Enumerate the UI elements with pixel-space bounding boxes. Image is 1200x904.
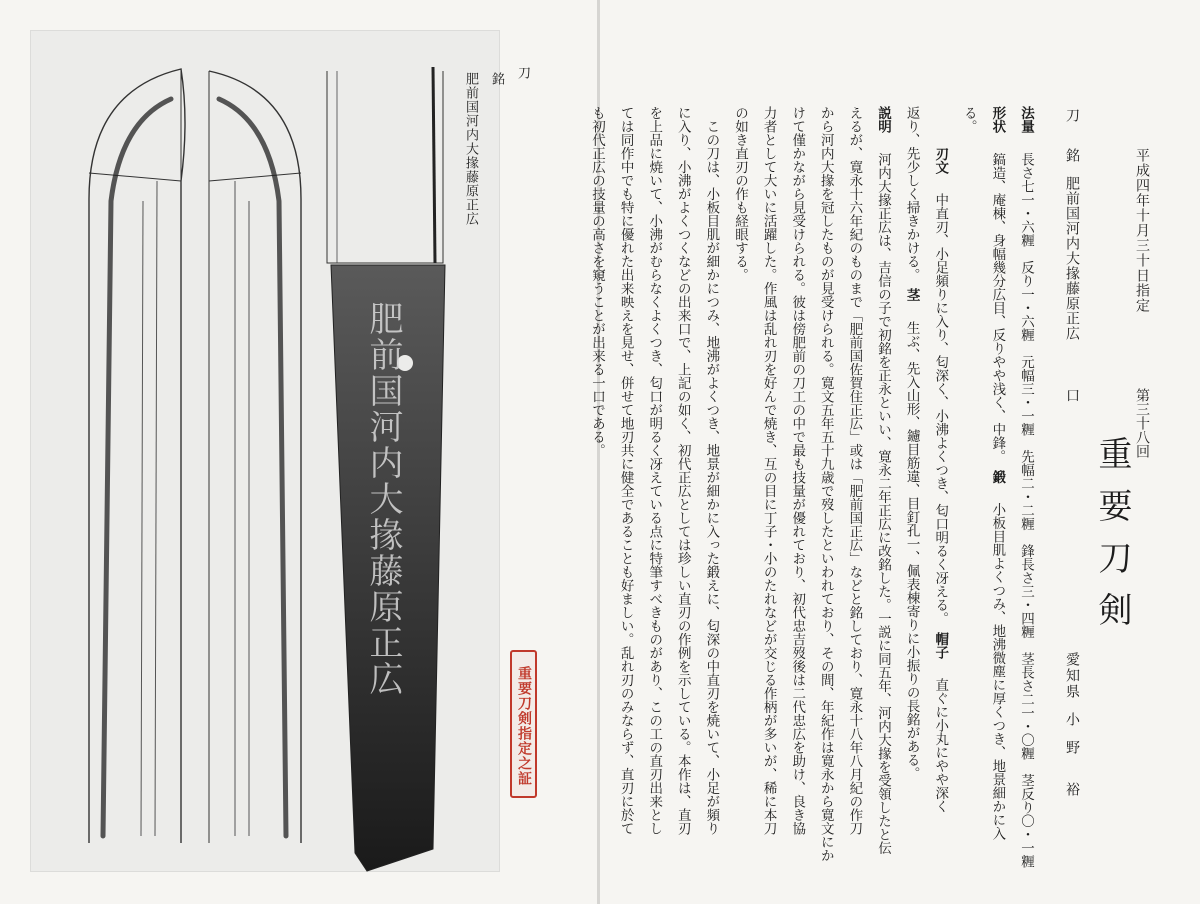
section-text: 返り、先少しく掃きかける。 bbox=[903, 106, 920, 275]
section-text: を上品に焼いて、小沸がむらなくよくつき、匂口が明るく冴えている点に特筆すべきものがあり、この工の直刃出来とし bbox=[646, 106, 663, 835]
text-column bbox=[902, 106, 922, 787]
section-text: 生ぶ、先入山形、鑢目筋違、目釘孔一、佩表棟寄りに小振りの長銘がある。 bbox=[903, 321, 920, 774]
page-heading: 重要刀剣 bbox=[1092, 436, 1132, 644]
section-text bbox=[932, 106, 948, 133]
section-text: 鎬造、庵棟、身幅幾分広目、反りやや浅く、中鋒。 bbox=[989, 152, 1006, 457]
mei-inscription: 肥前国河内大掾藤原正広 bbox=[1064, 176, 1080, 341]
owner-name: 小 野 裕 bbox=[1064, 712, 1080, 796]
text-column bbox=[844, 106, 864, 849]
oshigata-photo bbox=[30, 30, 500, 872]
section-text: けて僅かながら見受けられる。彼は傍肥前の刀工の中で最も技量が優れており、初代忠吉歿後は二代忠広を助け、良き協 bbox=[789, 106, 806, 835]
left-page bbox=[0, 0, 598, 904]
section-label: 帽子 bbox=[932, 631, 949, 659]
text-column bbox=[673, 106, 693, 849]
text-column bbox=[873, 106, 893, 868]
sword-type: 刀 bbox=[1064, 108, 1080, 122]
section-text: ては同作中でも特に優れた出来映えを見せ、併せて地刃共に健全であることも好ましい。乱れ刃のみならず、直刃に於て bbox=[617, 106, 634, 835]
sword-oshigata-drawing bbox=[31, 31, 499, 871]
section-label: 説明 bbox=[875, 106, 891, 133]
session-number: 第三十八回 bbox=[1134, 388, 1150, 458]
section-text: 力者として大いに活躍した。作風は乱れ刃を好んで焼き、互の目に丁子・小のたれなどが交じる作柄が多いが、稀に本刀 bbox=[760, 106, 777, 835]
designation-date: 平成四年十月三十日指定 bbox=[1134, 148, 1150, 313]
count-unit: 口 bbox=[1064, 388, 1080, 402]
text-column bbox=[644, 106, 664, 849]
section-text: 直ぐに小丸にやや深く bbox=[932, 678, 949, 814]
section-text: えるが、寛永十六年紀のものまで「肥前国佐賀住正広」或は「肥前国正広」などと銘しており、寛永十八年八月紀の作刀 bbox=[846, 106, 863, 835]
section-label: 法量 bbox=[1018, 106, 1034, 133]
mei-label: 銘 bbox=[1064, 148, 1080, 162]
text-column bbox=[701, 106, 721, 849]
text-column bbox=[730, 106, 750, 288]
section-text: も初代正広の技量の高さを窺うことが出来る一口である。 bbox=[589, 106, 605, 451]
section-text: 長さ七一・六糎 反り一・六糎 元幅三・一糎 先幅二・二糎 鋒長さ三・四糎 茎長さ二一・〇糎 茎反り〇・一糎 bbox=[1018, 152, 1034, 868]
blade-inscription: 肥前国河内大掾藤原正広 bbox=[363, 301, 403, 697]
section-label: 形状 bbox=[989, 106, 1006, 133]
text-column bbox=[616, 106, 636, 849]
section-text: る。 bbox=[960, 106, 977, 127]
red-seal-stamp: 重要刀剣指定之証 bbox=[510, 650, 537, 798]
section-text: から河内大掾を冠したものが見受けられる。寛文五年五十九歳で歿したといわれており、その間、年紀作は寛永から寛文にか bbox=[817, 106, 834, 862]
text-column bbox=[1016, 106, 1036, 882]
section-label: 茎 bbox=[903, 288, 920, 302]
prefecture: 愛知県 bbox=[1064, 652, 1080, 700]
section-text: この刀は、小板目肌が細かにつみ、地沸がよくつき、地景が細かに入った鍛えに、匂深の中直刃を焼いて、小足が頻り bbox=[703, 106, 720, 835]
section-text: の如き直刃の作も経眼する。 bbox=[732, 106, 748, 275]
caption-mei: 肥前国河内大掾藤原正広 bbox=[463, 72, 478, 226]
oshigata-caption bbox=[463, 66, 535, 226]
text-column bbox=[959, 106, 979, 140]
text-column bbox=[759, 106, 779, 849]
section-label: 刃文 bbox=[932, 146, 949, 174]
text-column bbox=[787, 106, 807, 849]
section-text: 河内大掾正広は、吉信の子で初銘を正永といい、寛永二年正広に改銘した。一説に同五年、河内大掾を受領したと伝 bbox=[875, 152, 891, 855]
section-text: に入り、小沸がよくつくなどの出来口で、上記の如く、初代正広としては珍しい直刃の作例を示している。本作は、直刃 bbox=[674, 106, 691, 835]
section-label: 鍛 bbox=[989, 469, 1006, 484]
text-column bbox=[930, 106, 950, 827]
caption-sword-type: 刀 bbox=[515, 66, 530, 80]
section-text: 小板目肌よくつみ、地沸微塵に厚くつき、地景細かに入 bbox=[989, 502, 1006, 841]
text-column bbox=[987, 106, 1007, 854]
section-text: 中直刃、小足頻りに入り、匂深く、小沸よくつき、匂口明るく冴える。 bbox=[932, 193, 949, 619]
text-column bbox=[587, 106, 607, 464]
text-column bbox=[816, 106, 836, 876]
right-page bbox=[589, 0, 1200, 904]
caption-mei-label: 銘 bbox=[489, 72, 504, 86]
